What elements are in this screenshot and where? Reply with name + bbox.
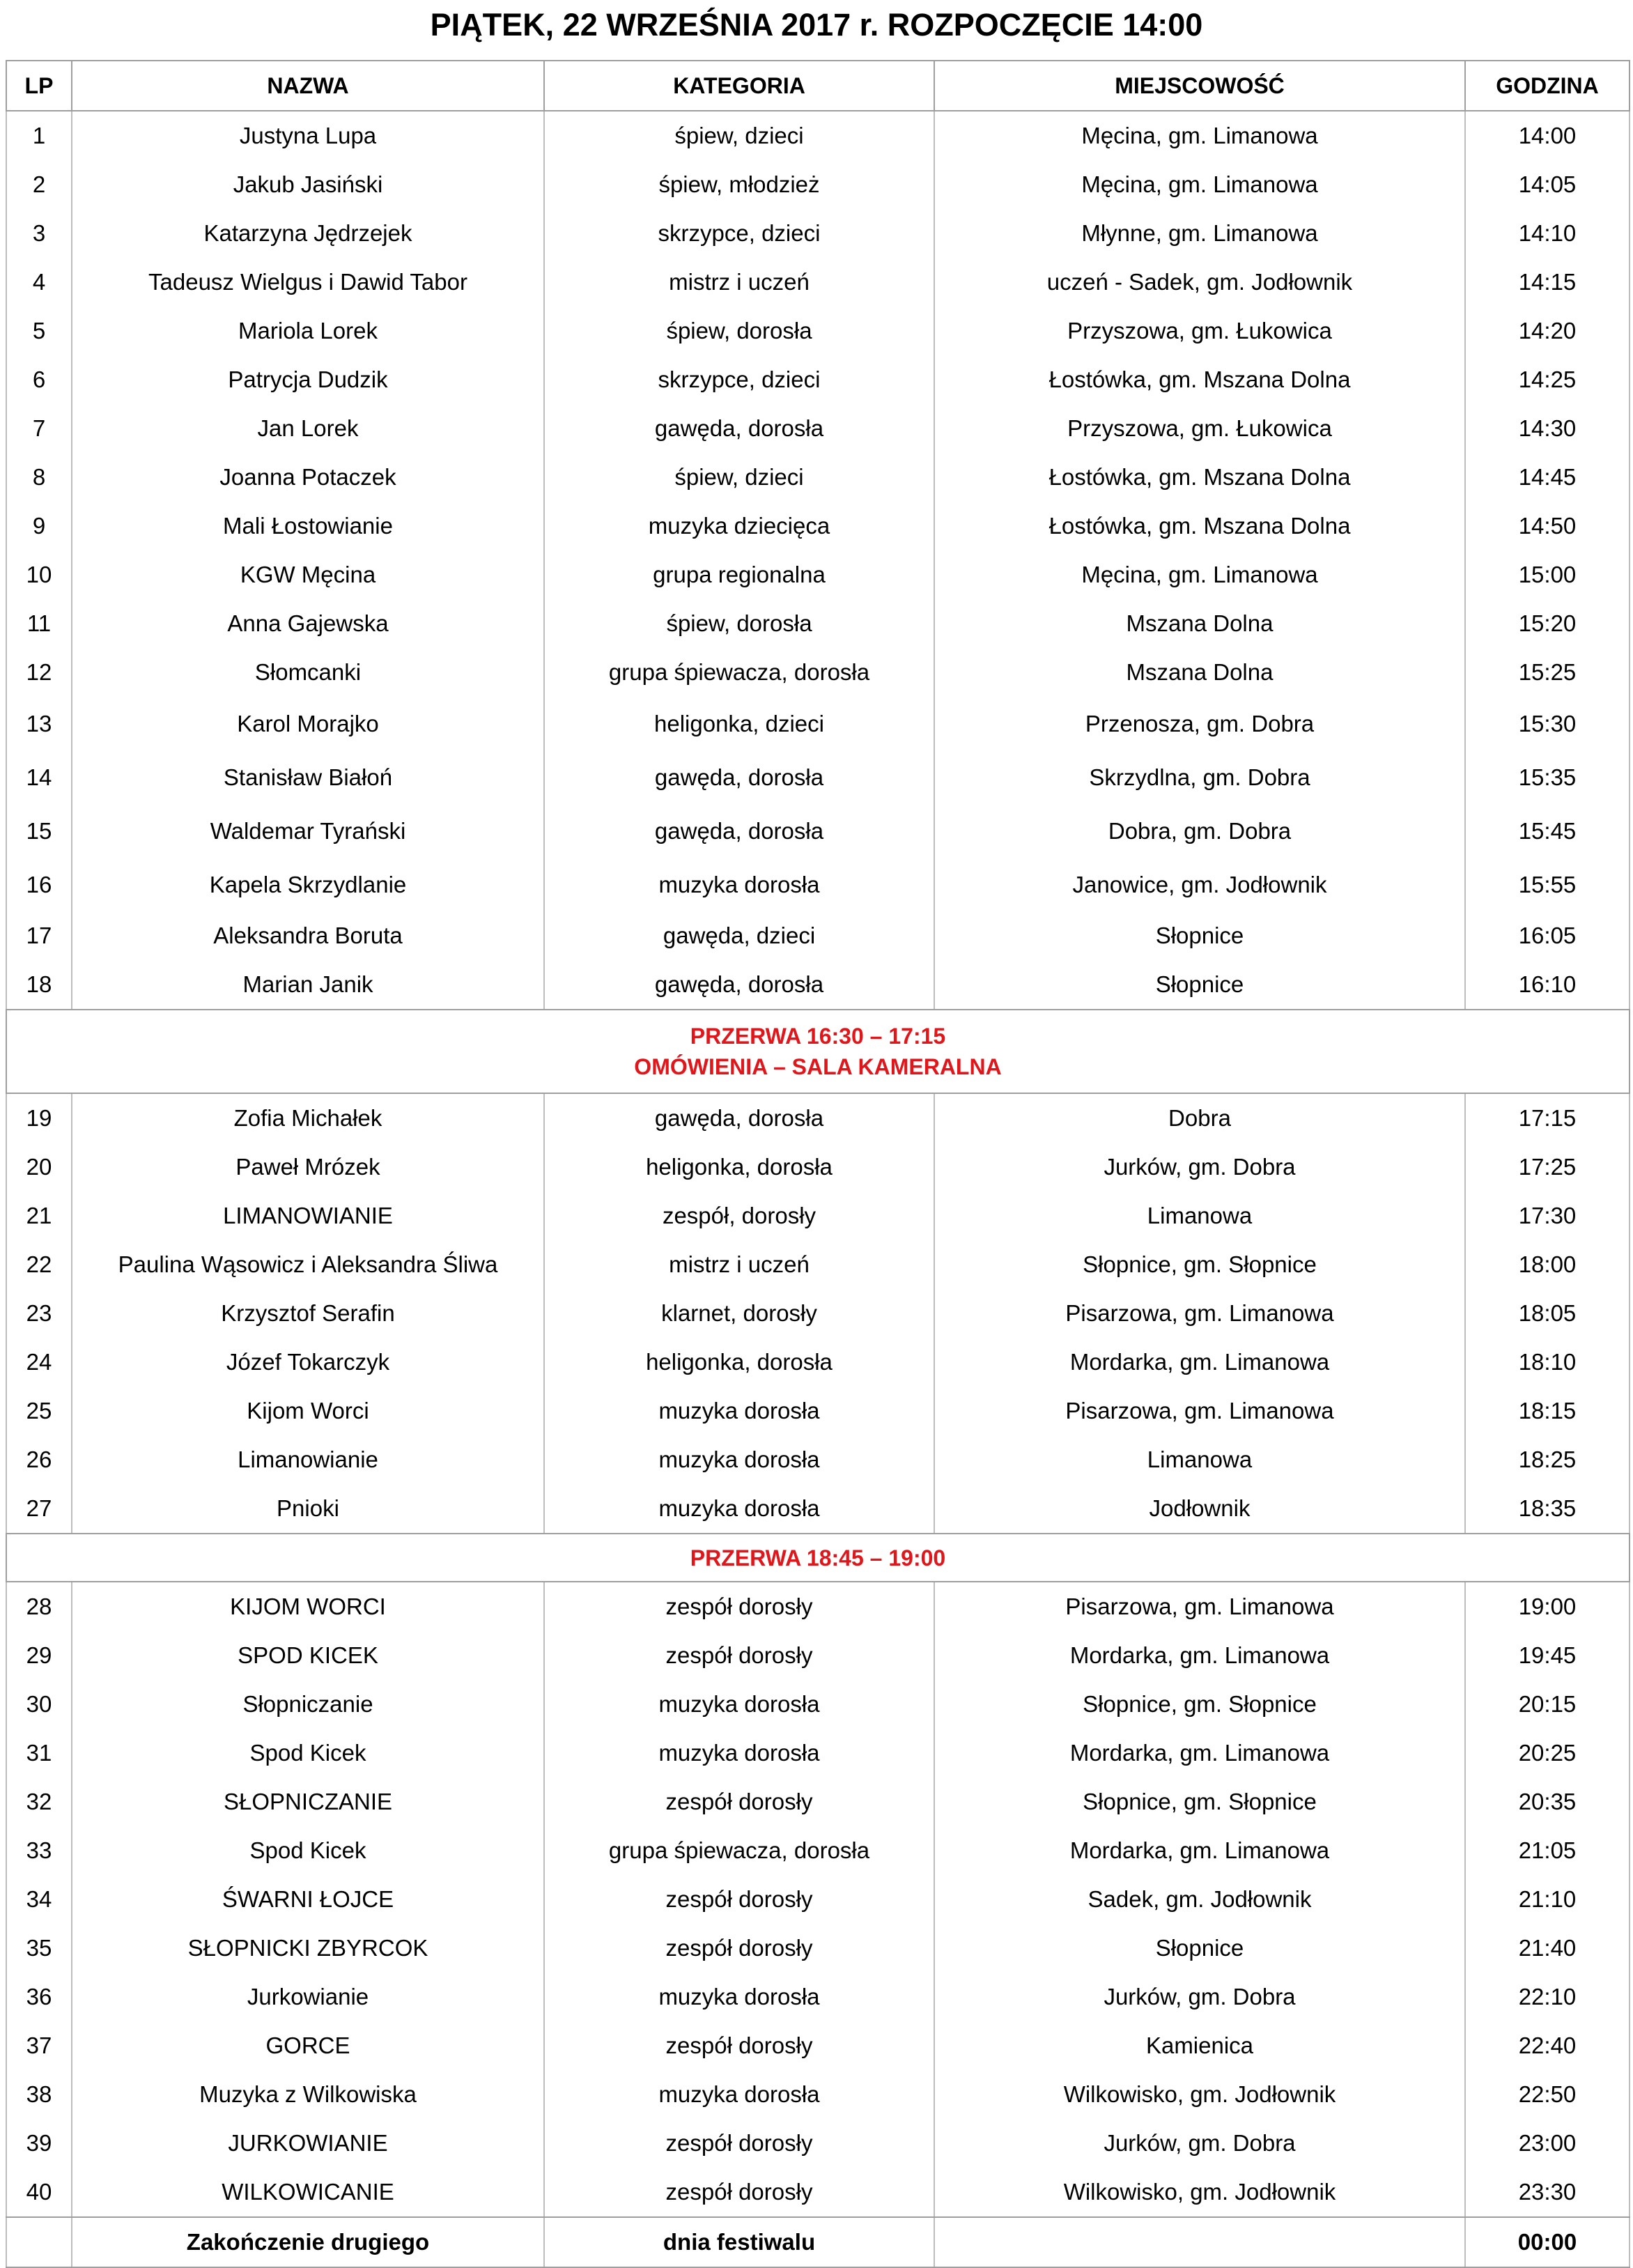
cell-category: skrzypce, dzieci [544, 209, 934, 258]
table-row [6, 960, 1630, 1010]
cell-lp: 7 [6, 404, 72, 453]
cell-place: Męcina, gm. Limanowa [934, 160, 1465, 209]
cell-name: Jan Lorek [72, 404, 544, 453]
cell-time: 15:00 [1465, 550, 1630, 599]
cell-category: muzyka dorosła [544, 1973, 934, 2021]
cell-place: Łostówka, gm. Mszana Dolna [934, 453, 1465, 502]
cell-category: gawęda, dorosła [544, 750, 934, 804]
cell-name: Krzysztof Serafin [72, 1289, 544, 1338]
cell-time: 21:05 [1465, 1826, 1630, 1875]
table-row [6, 750, 1630, 804]
cell-place: Mordarka, gm. Limanowa [934, 1631, 1465, 1680]
cell-lp: 14 [6, 750, 72, 804]
cell-time: 19:45 [1465, 1631, 1630, 1680]
table-row [6, 2070, 1630, 2119]
cell-place: Mordarka, gm. Limanowa [934, 1729, 1465, 1777]
cell-time: 18:15 [1465, 1387, 1630, 1435]
cell-category: grupa regionalna [544, 550, 934, 599]
schedule-table [6, 60, 1630, 2268]
block-3 [6, 1582, 1630, 2217]
table-row [6, 1924, 1630, 1973]
table-row [6, 307, 1630, 355]
table-row [6, 1631, 1630, 1680]
cell-place: Łostówka, gm. Mszana Dolna [934, 502, 1465, 550]
cell-category: grupa śpiewacza, dorosła [544, 1826, 934, 1875]
cell-place: Mszana Dolna [934, 648, 1465, 697]
cell-place: Jurków, gm. Dobra [934, 1973, 1465, 2021]
cell-place: Słopnice [934, 1924, 1465, 1973]
table-row [6, 804, 1630, 858]
break-row-1 [6, 1010, 1630, 1093]
cell-name: Paweł Mrózek [72, 1143, 544, 1191]
cell-name: SPOD KICEK [72, 1631, 544, 1680]
break-1-line-2: OMÓWIENIA – SALA KAMERALNA [634, 1054, 1002, 1079]
table-row [6, 1143, 1630, 1191]
break-1-line-1: PRZERWA 16:30 – 17:15 [690, 1024, 946, 1049]
cell-place: Słopnice, gm. Słopnice [934, 1240, 1465, 1289]
table-row [6, 599, 1630, 648]
cell-lp: 28 [6, 1582, 72, 1631]
cell-place: Jurków, gm. Dobra [934, 1143, 1465, 1191]
cell-category: muzyka dorosła [544, 1484, 934, 1534]
cell-category: zespół dorosły [544, 2021, 934, 2070]
cell-time: 20:15 [1465, 1680, 1630, 1729]
cell-place: Mszana Dolna [934, 599, 1465, 648]
table-row [6, 453, 1630, 502]
cell-lp: 13 [6, 697, 72, 750]
cell-lp: 21 [6, 1191, 72, 1240]
cell-place: Pisarzowa, gm. Limanowa [934, 1289, 1465, 1338]
cell-time: 23:00 [1465, 2119, 1630, 2168]
cell-category: mistrz i uczeń [544, 258, 934, 307]
cell-name: Paulina Wąsowicz i Aleksandra Śliwa [72, 1240, 544, 1289]
cell-lp: 11 [6, 599, 72, 648]
cell-lp: 1 [6, 111, 72, 160]
header-time: GODZINA [1465, 61, 1630, 111]
cell-time: 18:05 [1465, 1289, 1630, 1338]
table-row [6, 1826, 1630, 1875]
cell-lp: 3 [6, 209, 72, 258]
cell-time: 22:40 [1465, 2021, 1630, 2070]
cell-name: Marian Janik [72, 960, 544, 1010]
cell-name: Limanowianie [72, 1435, 544, 1484]
cell-name: Jurkowianie [72, 1973, 544, 2021]
cell-place: Wilkowisko, gm. Jodłownik [934, 2168, 1465, 2217]
cell-time: 14:10 [1465, 209, 1630, 258]
cell-category: zespół, dorosły [544, 1191, 934, 1240]
cell-time: 17:15 [1465, 1093, 1630, 1143]
cell-category: heligonka, dorosła [544, 1143, 934, 1191]
cell-place: Przenosza, gm. Dobra [934, 697, 1465, 750]
cell-time: 16:10 [1465, 960, 1630, 1010]
cell-time: 15:20 [1465, 599, 1630, 648]
table-row [6, 160, 1630, 209]
table-row [6, 2119, 1630, 2168]
cell-place: Kamienica [934, 2021, 1465, 2070]
cell-lp: 27 [6, 1484, 72, 1534]
page-title: PIĄTEK, 22 WRZEŚNIA 2017 r. ROZPOCZĘCIE 14:00 [430, 7, 1203, 43]
cell-place: Skrzydlna, gm. Dobra [934, 750, 1465, 804]
cell-lp: 6 [6, 355, 72, 404]
cell-place: Przyszowa, gm. Łukowica [934, 307, 1465, 355]
cell-place: Jodłownik [934, 1484, 1465, 1534]
cell-time: 18:10 [1465, 1338, 1630, 1387]
cell-category: zespół dorosły [544, 2168, 934, 2217]
cell-place: Młynne, gm. Limanowa [934, 209, 1465, 258]
cell-time: 21:10 [1465, 1875, 1630, 1924]
cell-name: Joanna Potaczek [72, 453, 544, 502]
table-row [6, 404, 1630, 453]
cell-lp: 31 [6, 1729, 72, 1777]
cell-lp: 8 [6, 453, 72, 502]
cell-name: Jakub Jasiński [72, 160, 544, 209]
table-row [6, 1289, 1630, 1338]
break-2-cell [6, 1534, 1630, 1582]
cell-lp: 4 [6, 258, 72, 307]
table-row [6, 2168, 1630, 2217]
cell-name: ŚWARNI ŁOJCE [72, 1875, 544, 1924]
cell-time: 18:00 [1465, 1240, 1630, 1289]
cell-place: Słopnice [934, 911, 1465, 960]
block-2 [6, 1093, 1630, 1534]
cell-category: zespół dorosły [544, 1582, 934, 1631]
cell-place: Dobra [934, 1093, 1465, 1143]
cell-lp: 22 [6, 1240, 72, 1289]
cell-place: uczeń - Sadek, gm. Jodłownik [934, 258, 1465, 307]
cell-time: 14:00 [1465, 111, 1630, 160]
cell-time: 17:25 [1465, 1143, 1630, 1191]
table-row [6, 1777, 1630, 1826]
cell-time: 19:00 [1465, 1582, 1630, 1631]
block-1 [6, 111, 1630, 1010]
table-row [6, 502, 1630, 550]
cell-category: muzyka dziecięca [544, 502, 934, 550]
cell-time: 15:25 [1465, 648, 1630, 697]
cell-place: Limanowa [934, 1435, 1465, 1484]
cell-time: 16:05 [1465, 911, 1630, 960]
cell-name: Zofia Michałek [72, 1093, 544, 1143]
cell-category: gawęda, dorosła [544, 404, 934, 453]
footer-time: 00:00 [1465, 2217, 1630, 2267]
cell-place: Limanowa [934, 1191, 1465, 1240]
cell-name: Spod Kicek [72, 1729, 544, 1777]
cell-name: Tadeusz Wielgus i Dawid Tabor [72, 258, 544, 307]
header-name: NAZWA [72, 61, 544, 111]
footer-row [6, 2217, 1630, 2267]
cell-place: Mordarka, gm. Limanowa [934, 1338, 1465, 1387]
cell-category: zespół dorosły [544, 1875, 934, 1924]
cell-name: Kijom Worci [72, 1387, 544, 1435]
cell-place: Przyszowa, gm. Łukowica [934, 404, 1465, 453]
cell-time: 15:35 [1465, 750, 1630, 804]
cell-category: heligonka, dzieci [544, 697, 934, 750]
cell-lp: 19 [6, 1093, 72, 1143]
cell-time: 18:35 [1465, 1484, 1630, 1534]
cell-lp: 16 [6, 858, 72, 911]
cell-category: gawęda, dzieci [544, 911, 934, 960]
cell-category: śpiew, dzieci [544, 111, 934, 160]
cell-lp: 26 [6, 1435, 72, 1484]
cell-name: Anna Gajewska [72, 599, 544, 648]
cell-category: zespół dorosły [544, 1924, 934, 1973]
cell-category: muzyka dorosła [544, 2070, 934, 2119]
cell-category: gawęda, dorosła [544, 960, 934, 1010]
cell-lp: 15 [6, 804, 72, 858]
cell-lp: 24 [6, 1338, 72, 1387]
cell-lp: 40 [6, 2168, 72, 2217]
cell-time: 14:45 [1465, 453, 1630, 502]
table-row [6, 111, 1630, 160]
cell-category: grupa śpiewacza, dorosła [544, 648, 934, 697]
table-row [6, 1729, 1630, 1777]
table-row [6, 1973, 1630, 2021]
cell-name: GORCE [72, 2021, 544, 2070]
cell-time: 14:25 [1465, 355, 1630, 404]
table-row [6, 1338, 1630, 1387]
cell-lp: 20 [6, 1143, 72, 1191]
cell-name: Stanisław Białoń [72, 750, 544, 804]
cell-name: Aleksandra Boruta [72, 911, 544, 960]
table-row [6, 1435, 1630, 1484]
cell-category: heligonka, dorosła [544, 1338, 934, 1387]
table-row [6, 858, 1630, 911]
table-row [6, 1875, 1630, 1924]
cell-lp: 35 [6, 1924, 72, 1973]
table-row [6, 1582, 1630, 1631]
cell-lp: 37 [6, 2021, 72, 2070]
cell-lp: 10 [6, 550, 72, 599]
cell-name: Słopniczanie [72, 1680, 544, 1729]
cell-category: muzyka dorosła [544, 1435, 934, 1484]
cell-category: śpiew, dorosła [544, 599, 934, 648]
cell-category: zespół dorosły [544, 1631, 934, 1680]
cell-place: Janowice, gm. Jodłownik [934, 858, 1465, 911]
cell-time: 14:05 [1465, 160, 1630, 209]
cell-place: Słopnice, gm. Słopnice [934, 1777, 1465, 1826]
cell-category: klarnet, dorosły [544, 1289, 934, 1338]
cell-lp: 38 [6, 2070, 72, 2119]
cell-place: Słopnice, gm. Słopnice [934, 1680, 1465, 1729]
cell-time: 15:30 [1465, 697, 1630, 750]
cell-category: śpiew, dzieci [544, 453, 934, 502]
table-row [6, 648, 1630, 697]
cell-time: 14:20 [1465, 307, 1630, 355]
table-row [6, 1387, 1630, 1435]
cell-category: muzyka dorosła [544, 1729, 934, 1777]
break-row-2 [6, 1534, 1630, 1582]
footer-lp [6, 2217, 72, 2267]
cell-time: 15:55 [1465, 858, 1630, 911]
cell-time: 22:50 [1465, 2070, 1630, 2119]
cell-lp: 30 [6, 1680, 72, 1729]
cell-category: śpiew, młodzież [544, 160, 934, 209]
cell-time: 18:25 [1465, 1435, 1630, 1484]
cell-lp: 33 [6, 1826, 72, 1875]
cell-name: SŁOPNICZANIE [72, 1777, 544, 1826]
table-row [6, 1093, 1630, 1143]
cell-time: 20:25 [1465, 1729, 1630, 1777]
table-row [6, 697, 1630, 750]
cell-lp: 17 [6, 911, 72, 960]
cell-time: 14:15 [1465, 258, 1630, 307]
cell-place: Dobra, gm. Dobra [934, 804, 1465, 858]
cell-lp: 39 [6, 2119, 72, 2168]
table-row [6, 911, 1630, 960]
cell-category: muzyka dorosła [544, 1680, 934, 1729]
cell-name: Józef Tokarczyk [72, 1338, 544, 1387]
cell-time: 23:30 [1465, 2168, 1630, 2217]
cell-time: 14:50 [1465, 502, 1630, 550]
table-row [6, 209, 1630, 258]
cell-name: Karol Morajko [72, 697, 544, 750]
table-row [6, 1240, 1630, 1289]
cell-name: Patrycja Dudzik [72, 355, 544, 404]
cell-category: śpiew, dorosła [544, 307, 934, 355]
table-row [6, 355, 1630, 404]
table-row [6, 2021, 1630, 2070]
cell-category: mistrz i uczeń [544, 1240, 934, 1289]
cell-place: Wilkowisko, gm. Jodłownik [934, 2070, 1465, 2119]
cell-name: Kapela Skrzydlanie [72, 858, 544, 911]
cell-category: gawęda, dorosła [544, 1093, 934, 1143]
cell-category: skrzypce, dzieci [544, 355, 934, 404]
cell-name: Justyna Lupa [72, 111, 544, 160]
cell-category: zespół dorosły [544, 1777, 934, 1826]
header-lp: LP [6, 61, 72, 111]
header-category: KATEGORIA [544, 61, 934, 111]
cell-place: Pisarzowa, gm. Limanowa [934, 1582, 1465, 1631]
cell-place: Łostówka, gm. Mszana Dolna [934, 355, 1465, 404]
cell-lp: 2 [6, 160, 72, 209]
cell-name: Spod Kicek [72, 1826, 544, 1875]
cell-name: Pnioki [72, 1484, 544, 1534]
break-2-line-1: PRZERWA 18:45 – 19:00 [690, 1545, 946, 1571]
header-row [6, 61, 1630, 111]
cell-lp: 34 [6, 1875, 72, 1924]
cell-place: Słopnice [934, 960, 1465, 1010]
cell-lp: 36 [6, 1973, 72, 2021]
cell-time: 22:10 [1465, 1973, 1630, 2021]
table-row [6, 1680, 1630, 1729]
cell-name: Słomcanki [72, 648, 544, 697]
cell-name: Mariola Lorek [72, 307, 544, 355]
cell-name: KGW Męcina [72, 550, 544, 599]
cell-time: 15:45 [1465, 804, 1630, 858]
cell-time: 17:30 [1465, 1191, 1630, 1240]
cell-name: Katarzyna Jędrzejek [72, 209, 544, 258]
cell-name: SŁOPNICKI ZBYRCOK [72, 1924, 544, 1973]
cell-category: gawęda, dorosła [544, 804, 934, 858]
table-row [6, 1484, 1630, 1534]
table-row [6, 550, 1630, 599]
cell-place: Pisarzowa, gm. Limanowa [934, 1387, 1465, 1435]
footer-category: dnia festiwalu [544, 2217, 934, 2267]
cell-place: Jurków, gm. Dobra [934, 2119, 1465, 2168]
cell-name: Muzyka z Wilkowiska [72, 2070, 544, 2119]
footer-place [934, 2217, 1465, 2267]
cell-place: Męcina, gm. Limanowa [934, 111, 1465, 160]
cell-category: muzyka dorosła [544, 858, 934, 911]
cell-lp: 29 [6, 1631, 72, 1680]
cell-place: Męcina, gm. Limanowa [934, 550, 1465, 599]
cell-name: Waldemar Tyrański [72, 804, 544, 858]
cell-lp: 12 [6, 648, 72, 697]
cell-name: JURKOWIANIE [72, 2119, 544, 2168]
table-row [6, 1191, 1630, 1240]
cell-category: zespół dorosły [544, 2119, 934, 2168]
footer-name: Zakończenie drugiego [72, 2217, 544, 2267]
cell-category: muzyka dorosła [544, 1387, 934, 1435]
cell-lp: 32 [6, 1777, 72, 1826]
cell-time: 21:40 [1465, 1924, 1630, 1973]
cell-lp: 23 [6, 1289, 72, 1338]
header-place: MIEJSCOWOŚĆ [934, 61, 1465, 111]
cell-name: LIMANOWIANIE [72, 1191, 544, 1240]
cell-lp: 18 [6, 960, 72, 1010]
cell-lp: 9 [6, 502, 72, 550]
cell-name: Mali Łostowianie [72, 502, 544, 550]
cell-name: WILKOWICANIE [72, 2168, 544, 2217]
cell-time: 14:30 [1465, 404, 1630, 453]
cell-place: Sadek, gm. Jodłownik [934, 1875, 1465, 1924]
cell-place: Mordarka, gm. Limanowa [934, 1826, 1465, 1875]
cell-time: 20:35 [1465, 1777, 1630, 1826]
cell-lp: 5 [6, 307, 72, 355]
cell-lp: 25 [6, 1387, 72, 1435]
cell-name: KIJOM WORCI [72, 1582, 544, 1631]
break-1-cell [6, 1010, 1630, 1093]
table-row [6, 258, 1630, 307]
